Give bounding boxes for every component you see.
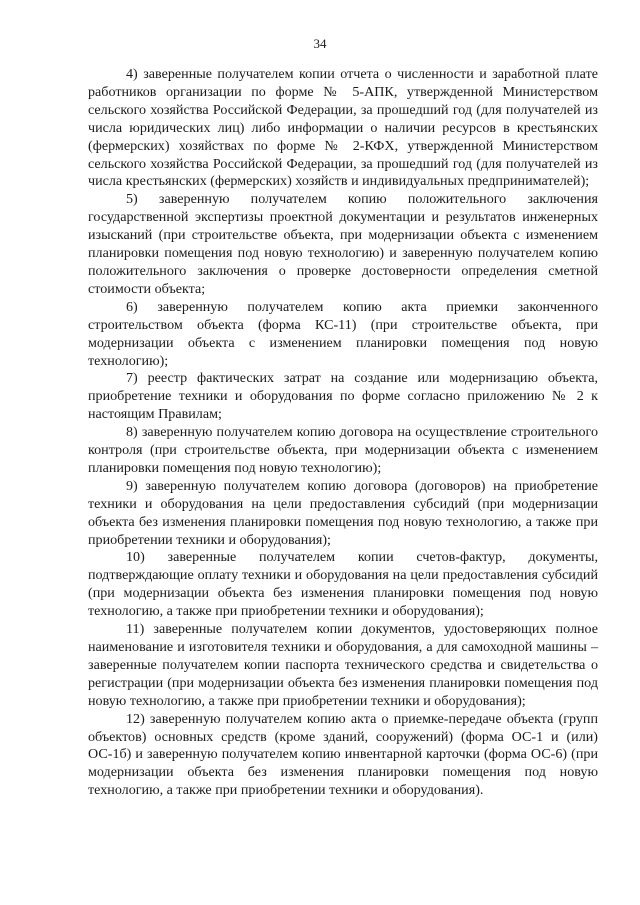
- document-body: [88, 66, 598, 800]
- paragraph-item-12: 12) заверенную получателем копию акта о приемке-передаче объекта (групп объектов) основных средств (кроме зданий, сооружений) (форма ОС-1 и (или) ОС-1б) и заверенную получателем копию инвентарной карточки (форма ОС-6) (при модернизации объекта без изменения планировки помещения под новую технологию, а также при приобретении техники и оборудования).: [88, 710, 598, 799]
- page-number: 34: [313, 36, 327, 51]
- paragraph-item-4: 4) заверенные получателем копии отчета о численности и заработной плате работников организации по форме № 5-АПК, утвержденной Министерством сельского хозяйства Российской Федерации, за прошедший год (для получателей из числа юридических лиц) либо информации о наличии ресурсов в крестьянских (фермерских) хозяйствах по форме № 2-КФХ, утвержденной Министерством сельского хозяйства Российской Федерации, за прошедший год (для получателей из числа крестьянских (фермерских) хозяйств и индивидуальных предпринимателей);: [88, 66, 598, 190]
- paragraph-item-6: 6) заверенную получателем копию акта приемки законченного строительством объекта (форма КС-11) (при строительстве объекта, при модернизации объекта с изменением планировки помещения под новую технологию);: [88, 298, 598, 369]
- paragraph-item-7: 7) реестр фактических затрат на создание или модернизацию объекта, приобретение техники и оборудования по форме согласно приложению № 2 к настоящим Правилам;: [88, 370, 598, 423]
- paragraph-item-9: 9) заверенную получателем копию договора (договоров) на приобретение техники и оборудования на цели предоставления субсидий (при модернизации объекта без изменения планировки помещения под новую технологию, а также при приобретении техники и оборудования);: [88, 477, 598, 548]
- paragraph-item-10: 10) заверенные получателем копии счетов-фактур, документы, подтверждающие оплату техники и оборудования на цели предоставления субсидий (при модернизации объекта без изменения планировки помещения под новую технологию, а также при приобретении техники и оборудования);: [88, 549, 598, 620]
- paragraph-item-11: 11) заверенные получателем копии документов, удостоверяющих полное наименование и изготовителя техники и оборудования, а для самоходной машины – заверенные получателем копии паспорта технического средства и свидетельства о регистрации (при модернизации объекта без изменения планировки помещения под новую технологию, а также при приобретении техники и оборудования);: [88, 621, 598, 709]
- paragraph-item-5: 5) заверенную получателем копию положительного заключения государственной экспертизы проектной документации и результатов инженерных изысканий (при строительстве объекта, при модернизации объекта с изменением планировки помещения под новую технологию) и заверенную получателем копию положительного заключения о проверке достоверности определения сметной стоимости объекта;: [88, 191, 598, 297]
- paragraph-item-8: 8) заверенную получателем копию договора на осуществление строительного контроля (при строительстве объекта, при модернизации объекта с изменением планировки помещения под новую технологию);: [88, 424, 598, 476]
